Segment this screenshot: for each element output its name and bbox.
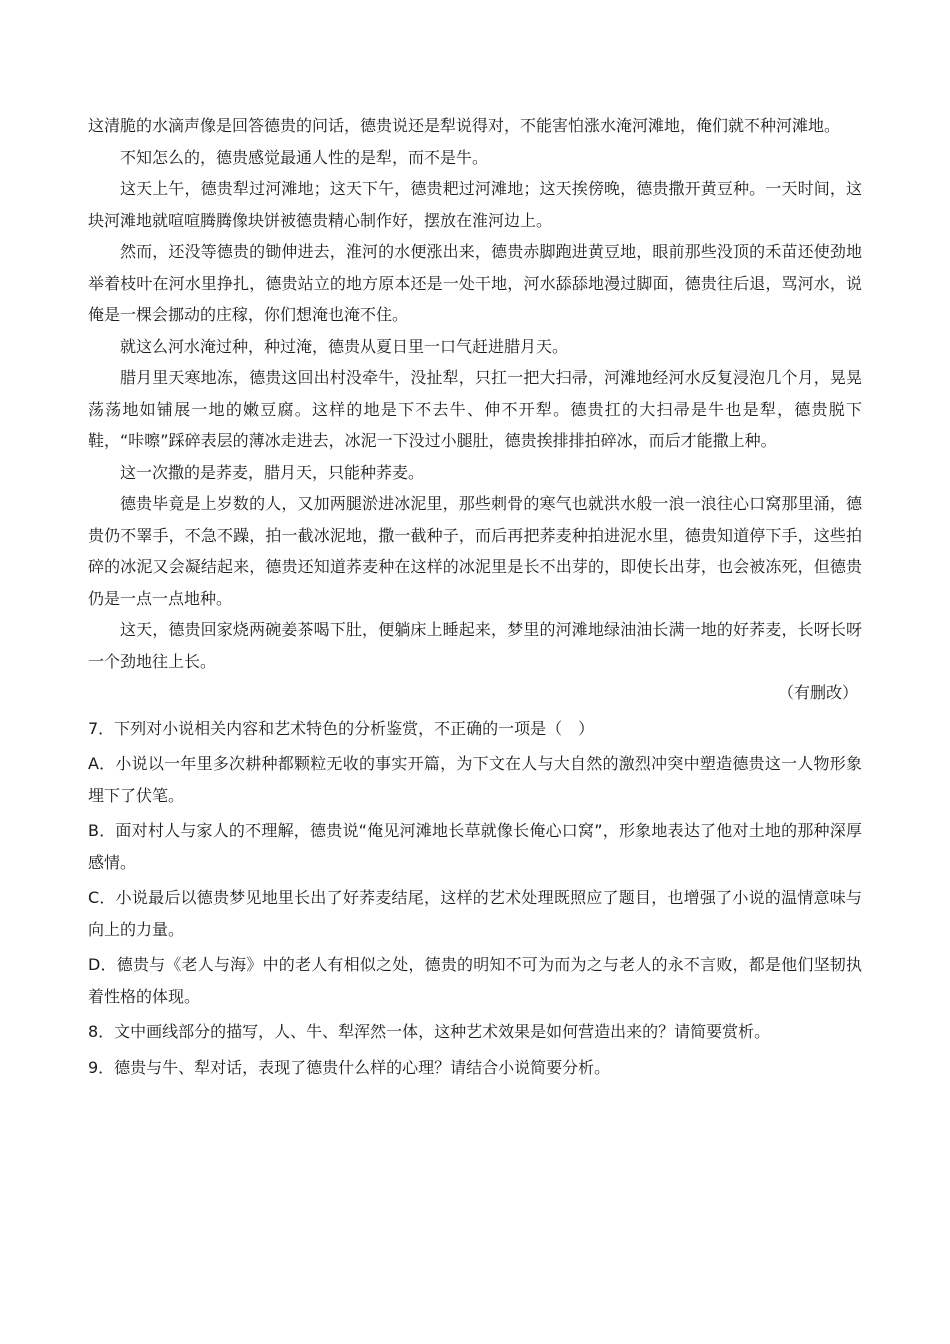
passage-paragraph-4: 然而，还没等德贵的锄伸进去，淮河的水便涨出来，德贵赤脚跑进黄豆地，眼前那些没顶的禾苗还使劲地举着枝叶在河水里挣扎，德贵站立的地方原本还是一处干地，河水舔舔地漫过脚面，德贵往后退，骂河水，说俺是一棵会挪动的庄稼，你们想淹也淹不住。 bbox=[88, 242, 862, 324]
passage-paragraph-1: 这清脆的水滴声像是回答德贵的问话，德贵说还是犁说得对，不能害怕涨水淹河滩地，俺们就不种河滩地。 bbox=[88, 116, 841, 135]
source-note: （有删改） bbox=[777, 683, 858, 702]
question-7-option-b: B．面对村人与家人的不理解，德贵说“俺见河滩地长草就像长俺心口窝”，形象地表达了他对土地的那种深厚感情。 bbox=[88, 821, 862, 872]
question-7-option-a: A．小说以一年里多次耕种都颗粒无收的事实开篇，为下文在人与大自然的激烈冲突中塑造德贵这一人物形象埋下了伏笔。 bbox=[88, 754, 862, 805]
passage-paragraph-5: 就这么河水淹过种，种过淹，德贵从夏日里一口气赶进腊月天。 bbox=[120, 336, 569, 356]
passage-paragraph-8: 德贵毕竟是上岁数的人，又加两腿淤进冰泥里，那些刺骨的寒气也就洪水般一浪一浪往心口窝那里涌，德贵仍不睪手，不急不躁，拍一截冰泥地，撒一截种子，而后再把荞麦种拍进泥水里，德贵知道停下手，这些拍碎的冰泥又会凝结起来，德贵还知道荞麦种在这样的冰泥里是长不出芽的，即使长出芽，也会被冻死，但德贵仍是一点一点地种。 bbox=[88, 494, 862, 608]
question-7-option-c: C．小说最后以德贵梦见地里长出了好荞麦结尾，这样的艺术处理既照应了题目，也增强了小说的温情意味与向上的力量。 bbox=[88, 888, 862, 939]
question-7-stem: 7．下列对小说相关内容和艺术特色的分析鉴赏，不正确的一项是（ ） bbox=[88, 718, 595, 738]
question-9-stem: 9．德贵与牛、犁对话，表现了德贵什么样的心理？请结合小说简要分析。 bbox=[88, 1057, 611, 1077]
passage-paragraph-9: 这天，德贵回家烧两碗姜茶喝下肚，便躺床上睡起来，梦里的河滩地绿油油长满一地的好荞麦，长呀长呀一个劲地往上长。 bbox=[88, 620, 862, 671]
question-7-option-d: D．德贵与《老人与海》中的老人有相似之处，德贵的明知不可为而为之与老人的永不言败，都是他们坚韧执着性格的体现。 bbox=[88, 955, 862, 1006]
question-8-stem: 8．文中画线部分的描写，人、牛、犁浑然一体，这种艺术效果是如何营造出来的？请简要赏析。 bbox=[88, 1022, 771, 1041]
passage-paragraph-6: 腊月里天寒地冻，德贵这回出村没牵牛，没扯犁，只扛一把大扫帚，河滩地经河水反复浸泡几个月，晃晃荡荡地如铺展一地的嫩豆腐。这样的地是下不去牛、伸不开犁。德贵扛的大扫帚是牛也是犁，德贵脱下鞋，“咔嚓”踩碎表层的薄冰走进去，冰泥一下没过小腿肚，德贵挨排排拍碎冰，而后才能撒上种。 bbox=[88, 368, 862, 450]
passage-paragraph-2: 不知怎么的，德贵感觉最通人性的是犁，而不是牛。 bbox=[120, 147, 489, 167]
document-page bbox=[88, 110, 862, 1083]
passage-paragraph-7: 这一次撒的是荞麦，腊月天，只能种荞麦。 bbox=[120, 462, 425, 482]
passage-paragraph-3: 这天上午，德贵犁过河滩地；这天下午，德贵耙过河滩地；这天挨傍晚，德贵撒开黄豆种。一天时间，这块河滩地就喧喧腾腾像块饼被德贵精心制作好，摆放在淮河边上。 bbox=[88, 179, 862, 230]
